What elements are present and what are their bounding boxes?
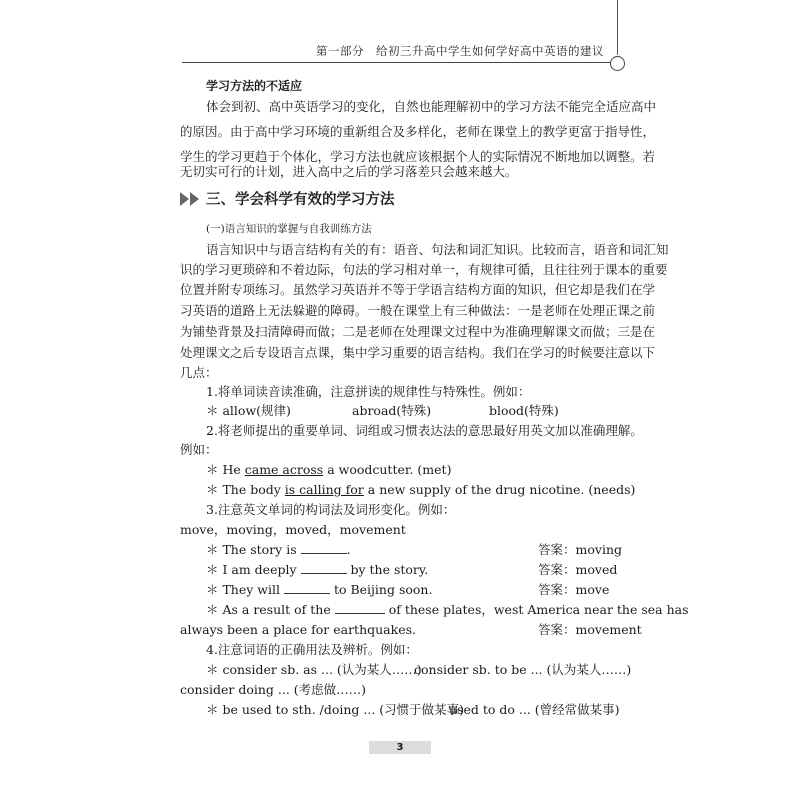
para2-line-5: 为铺垫背景及扫清障碍而做；二是老师在处理课文过程中为准确理解课文而做；三是在 [180,324,656,339]
header-rule-horizontal [182,62,611,63]
section-title-text: 三、学会科学有效的学习方法 [206,192,395,208]
answer-3: 答案：move [538,582,610,597]
answer-blank [301,562,347,574]
para2-line-3: 位置并附专项练习。虽然学习英语并不等于学语言结构方面的知识，但它却是我们在学 [180,282,656,297]
para1-line-3: 学生的学习更趋于个体化，学习方法也就应该根据个人的实际情况不断地加以调整。若 [180,149,656,164]
running-header: 第一部分 给初三升高中学生如何学好高中英语的建议 [316,44,604,58]
item3-example-4-cont: always been a place for earthquakes. [180,622,416,637]
item3-word-forms: move，moving，moved，movement [180,522,406,537]
para2-line-1: 语言知识中与语言结构有关的有：语音、句法和词汇知识。比较而言，语音和词汇知 [206,242,669,257]
item1-example-allow: ＊ allow(规律) [206,403,291,418]
item1-example-abroad: abroad(特殊) [352,403,432,418]
para1-line-1: 体会到初、高中英语学习的变化，自然也能理解初中的学习方法不能完全适应高中 [206,99,657,114]
item1-example-blood: blood(特殊) [489,403,559,418]
item3-example-1: ＊ The story is . [206,542,351,557]
para2-line-6: 处理课文之后专设语言点课，集中学习重要的语言结构。我们在学习的时候要注意以下 [180,345,656,360]
item2-title-line-2: 例如： [180,442,218,457]
double-arrow-icon [180,192,200,206]
underlined-phrase: came across [244,462,324,477]
item4-consider-as: ＊ consider sb. as ... (认为某人……) [206,662,422,677]
item2-example-2: ＊ The body is calling for a new supply of the drug nicotine. (needs) [206,482,636,497]
item4-consider-to-be: consider sb. to be ... (认为某人……) [414,662,632,677]
answer-blank [335,602,385,614]
item2-example-1: ＊ He came across a woodcutter. (met) [206,462,452,477]
underlined-phrase: is calling for [284,482,364,497]
para1-line-4: 无切实可行的计划，进入高中之后的学习落差只会越来越大。 [180,164,518,179]
item2-title-line-1: 2.将老师提出的重要单词、词组或习惯表达法的意思最好用英文加以准确理解。 [206,423,643,438]
answer-2: 答案：moved [538,562,618,577]
para2-line-2: 识的学习更琐碎和不着边际，句法的学习相对单一，有规律可循，且往往列于课本的重要 [180,262,668,277]
item4-title: 4.注意词语的正确用法及辨析。例如： [206,642,418,657]
item4-used-to-do: used to do ... (曾经常做某事) [449,702,620,717]
subsection-title: (一)语言知识的掌握与自我训练方法 [206,223,372,235]
item4-consider-doing: consider doing ... (考虑做……) [180,682,367,697]
answer-4: 答案：movement [538,622,642,637]
header-rule-vertical [617,0,618,55]
section-title [180,188,395,209]
answer-blank [284,582,330,594]
answer-1: 答案：moving [538,542,622,557]
item1-title: 1.将单词读音读准确，注意拼读的规律性与特殊性。例如： [206,384,531,399]
item4-be-used-to: ＊ be used to sth. /doing ... (习惯于做某事) [206,702,465,717]
para2-line-7: 几点： [180,365,218,380]
sub-heading: 学习方法的不适应 [206,79,303,93]
item3-example-2: ＊ I am deeply by the story. [206,562,429,577]
item3-example-4: ＊ As a result of the of these plates，west America near the sea has [206,602,689,617]
item3-example-3: ＊ They will to Beijing soon. [206,582,433,597]
para2-line-4: 习英语的道路上无法躲避的障碍。一般在课堂上有三种做法：一是老师在处理正课之前 [180,303,656,318]
para1-line-2: 的原因。由于高中学习环境的重新组合及多样化，老师在课堂上的教学更富于指导性， [180,124,656,139]
header-circle-ornament [610,56,625,71]
answer-blank [301,542,347,554]
page-number: 3 [396,742,404,753]
item3-title: 3.注意英文单词的构词法及词形变化。例如： [206,502,456,517]
